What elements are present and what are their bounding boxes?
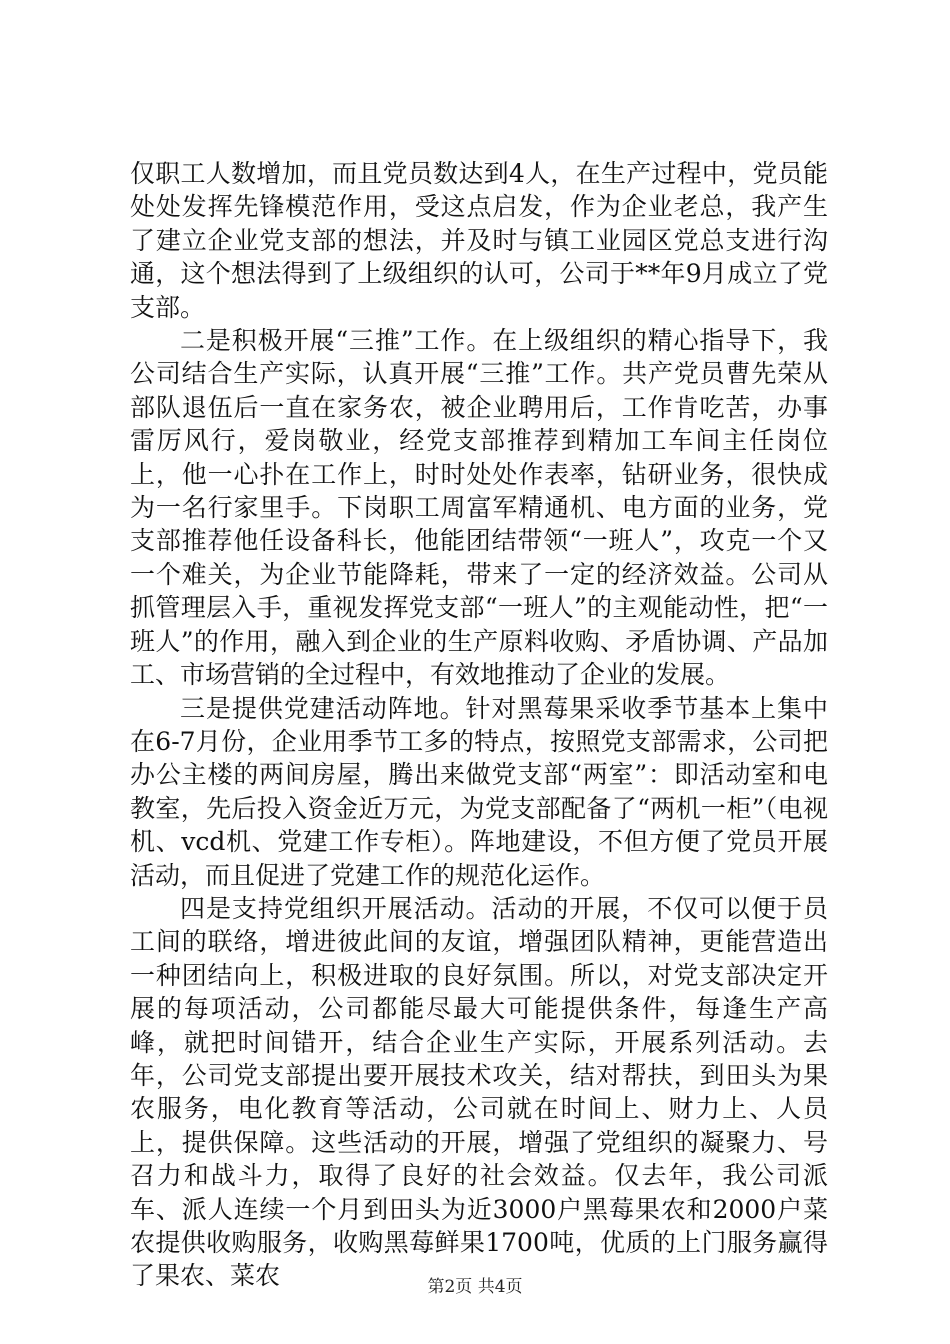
paragraph-san-tui-work: 二是积极开展“三推”工作。在上级组织的精心指导下，我公司结合生产实际，认真开展“三推”工作。共产党员曹先荣从部队退伍后一直在家务农，被企业聘用后，工作肯吃苦，办事雷厉风行，爱岗敬业，经党支部推荐到精加工车间主任岗位上，他一心扑在工作上，时时处处作表率，钻研业务，很快成为一名行家里手。下岗职工周富军精通机、电方面的业务，党支部推荐他任设备科长，他能团结带领“一班人”，攻克一个又一个难关，为企业节能降耗，带来了一定的经济效益。公司从抓管理层入手，重视发挥党支部“一班人”的主观能动性，把“一班人”的作用，融入到企业的生产原料收购、矛盾协调、产品加工、市场营销的全过程中，有效地推动了企业的发展。 [130, 326, 828, 690]
paragraph-activity-venue: 三是提供党建活动阵地。针对黑莓果采收季节基本上集中在6-7月份，企业用季节工多的特点，按照党支部需求，公司把办公主楼的两间房屋，腾出来做党支部“两室”：即活动室和电教室，先后投入资金近万元，为党支部配备了“两机一柜”（电视机、vcd机、党建工作专柜）。阵地建设，不但方便了党员开展活动，而且促进了党建工作的规范化运作。 [130, 693, 828, 890]
paragraph-continuation: 仅职工人数增加，而且党员数达到4人，在生产过程中，党员能处处发挥先锋模范作用，受这点启发，作为企业老总，我产生了建立企业党支部的想法，并及时与镇工业园区党总支进行沟通，这个想法得到了上级组织的认可，公司于**年9月成立了党支部。 [130, 159, 828, 322]
paragraph-support-activities: 四是支持党组织开展活动。活动的开展，不仅可以便于员工间的联络，增进彼此间的友谊，增强团队精神，更能营造出一种团结向上，积极进取的良好氛围。所以，对党支部决定开展的每项活动，公司都能尽最大可能提供条件，每逢生产高峰，就把时间错开，结合企业生产实际，开展系列活动。去年，公司党支部提出要开展技术攻关，结对帮扶，到田头为果农服务，电化教育等活动，公司就在时间上、财力上、人员上，提供保障。这些活动的开展，增强了党组织的凝聚力、号召力和战斗力，取得了良好的社会效益。仅去年，我公司派车、派人连续一个月到田头为近3000户黑莓果农和2000户菜农提供收购服务，收购黑莓鲜果1700吨，优质的上门服务赢得了果农、菜农 [130, 893, 828, 1291]
page-number-footer: 第2页 共4页 [427, 1277, 523, 1297]
document-body [130, 157, 828, 1293]
